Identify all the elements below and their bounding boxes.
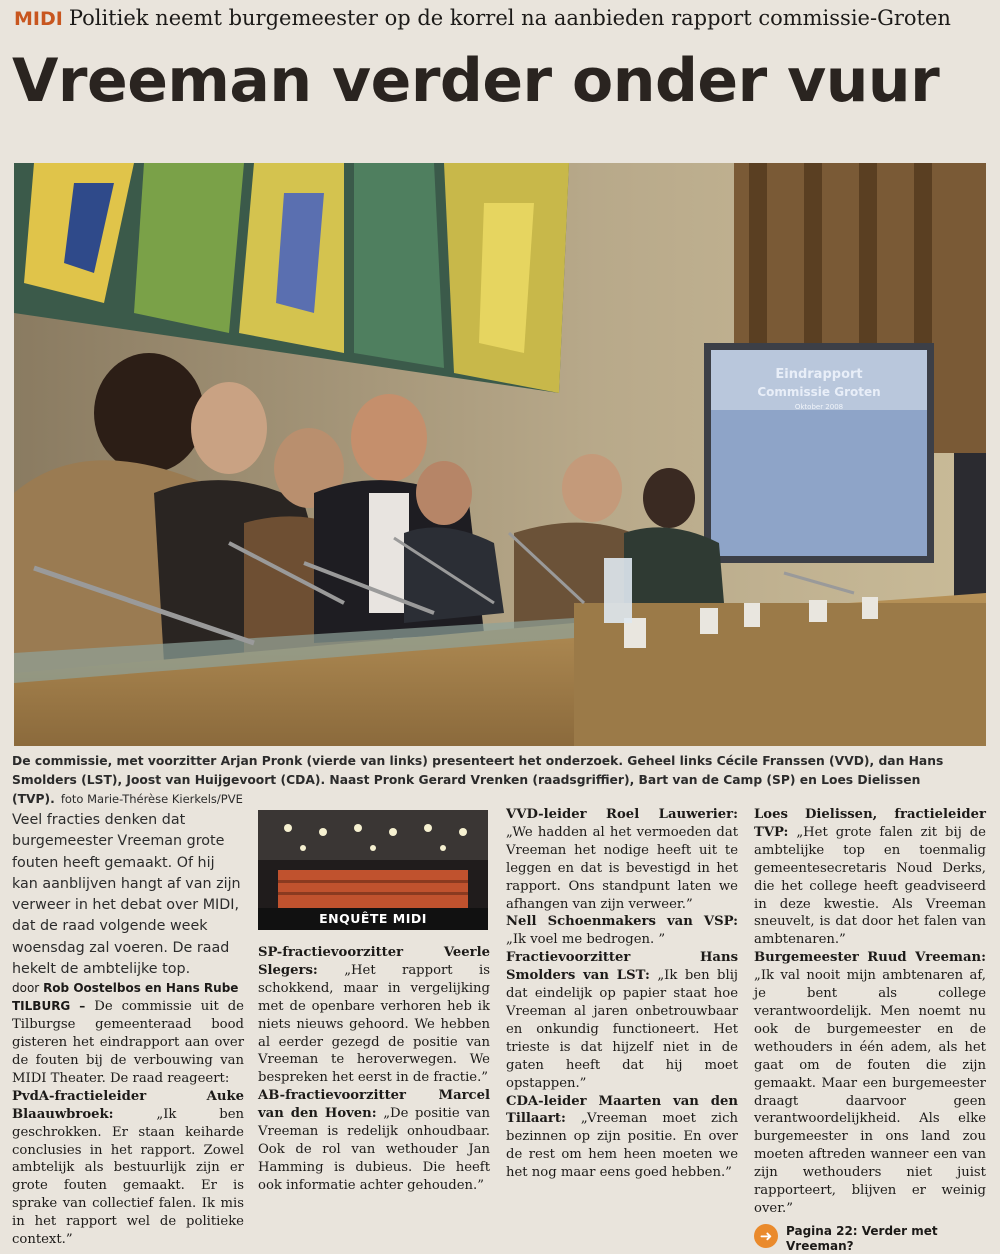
screen-title-2: Commissie Groten (757, 385, 881, 399)
main-photo (14, 163, 986, 746)
enquete-label: ENQUÊTE MIDI (258, 908, 488, 930)
enquete-midi-thumbnail[interactable] (258, 810, 488, 930)
quote-vreeman: „Ik val nooit mijn ambtenaren af, je bent als college verantwoordelijk. Men noemt nu ook de burgemeester en de wethouders in één adem, als het gaat om de fouten die zijn gemaakt. Maar een burgemeester draagt daarvoor geen verantwoordelijkheid. Als elke burgemeester in ons land zou moeten aftreden wanneer een van zijn wethouders niet juist rapporteert, blijven er weinig over.” (754, 968, 986, 1216)
photo-caption (12, 752, 988, 809)
quote-slegers: „Het rapport is schokkend, maar in vergelijking met de openbare verhoren heb ik niets nieuws gehoord. We hebben al eerder gezegd de positie van Vreeman te heroverwegen. We bespreken het eerst in de fractie.” (258, 962, 490, 1086)
quote-vandenhoven: „De positie van Vreeman is redelijk onhoudbaar. Ook de rol van wethouder Jan Hamming is dubieus. Die heeft ook informatie achter gehouden.” (258, 1106, 490, 1193)
article-intro: Veel fracties denken dat burgemeester Vreeman grote fouten heeft gemaakt. Of hij kan aanblijven hangt af van zijn verweer in het debat over MIDI, dat de raad volgende week woensdag zal voeren. De raad hekelt de ambtelijke top. (12, 812, 241, 978)
screen-date: Oktober 2008 (794, 403, 844, 411)
speaker-dielissen: Loes Dielissen, fractieleider TVP: (754, 807, 986, 840)
quote-lauwerier-block (506, 806, 738, 913)
screen-title-1: Eindrapport (775, 367, 863, 382)
speaker-slegers: SP-fractievoorzitter Veerle Slegers: (258, 945, 490, 978)
byline (12, 980, 244, 998)
headline: Vreeman verder onder vuur (12, 46, 940, 116)
speaker-lauwerier: VVD-leider Roel Lauwerier: (506, 807, 738, 822)
byline-authors: Rob Oostelbos en Hans Rube (43, 981, 239, 996)
dateline: TILBURG – (12, 999, 86, 1014)
quote-vandenhoven-block (258, 1087, 490, 1194)
quote-dielissen-block (754, 806, 986, 949)
caption-text: De commissie, met voorzitter Arjan Pronk (vierde van links) presenteert het onderzoek. Geheel links Cécile Franssen (VVD), dan Hans Smolders (LST), Joost van Huijgevoort (CDA). Naast Pronk Gerard Vrenken (raadsgriffier), Bart van de Camp (SP) en Loes Dielissen (TVP). (12, 754, 944, 806)
quote-smolders-block (506, 949, 738, 1092)
article-column-2 (258, 810, 490, 1195)
quote-vandentillaart-block (506, 1093, 738, 1183)
continued-reference[interactable] (754, 1224, 986, 1254)
speaker-vandenhoven: AB-fractievoorzitter Marcel van den Hoven: (258, 1088, 490, 1122)
quote-schoenmakers: „Ik voel me bedrogen. ” (506, 932, 666, 948)
byline-prefix: door (12, 981, 40, 996)
quote-vandentillaart: „Vreeman moet zich bezinnen op zijn positie. En over de rest om hem heen moeten we het nog maar eens goed hebben.” (506, 1111, 738, 1181)
kicker-text: Politiek neemt burgemeester op de korrel na aanbieden rapport commissie-Groten (68, 6, 951, 30)
arrow-right-icon: ➜ (754, 1224, 778, 1248)
photo-credit: foto Marie-Thérèse Kierkels/PVE (60, 792, 243, 806)
quote-smolders: „Ik ben blij dat eindelijk op papier staat hoe Vreeman al jaren onbetrouwbaar en onkundig functioneert. Het trieste is dat hijzelf niet in de gaten heeft dat hij moet opstappen.” (506, 968, 738, 1091)
section-tag: MIDI (14, 8, 63, 30)
kicker (14, 6, 951, 30)
speaker-blaauwbroek: PvdA-fractieleider Auke Blaauwbroek: (12, 1088, 244, 1122)
quote-lauwerier: „We hadden al het vermoeden dat Vreeman het nodige heeft uit te leggen en dat is bevestigd in het rapport. Ons standpunt laten we afhangen van zijn verweer.” (506, 824, 738, 912)
speaker-smolders: Fractievoorzitter Hans Smolders van LST: (506, 950, 738, 984)
article-lead (12, 998, 244, 1088)
article-column-4 (754, 806, 986, 1254)
speaker-schoenmakers: Nell Schoenmakers van VSP: (506, 914, 738, 930)
article-column-1 (12, 810, 244, 1249)
quote-schoenmakers-block (506, 913, 738, 949)
quote-vreeman-block (754, 949, 986, 1218)
article-column-3 (506, 806, 738, 1182)
speaker-vreeman: Burgemeester Ruud Vreeman: (754, 950, 986, 966)
quote-blaauwbroek-start (12, 1088, 244, 1249)
quote-dielissen: „Het grote falen zit bij de ambtelijke top en toenmalig gemeentesecretaris Noud Derks, die het college heeft geadviseerd in deze kwestie. Als Vreeman sneuvelt, is dat door het falen van ambtenaren.” (754, 824, 986, 948)
speaker-vandentillaart: CDA-leider Maarten van den Tillaart: (506, 1093, 738, 1127)
lead-text: De commissie uit de Tilburgse gemeenteraad bood gisteren het eindrapport aan over de fouten bij de verbouwing van MIDI Theater. De raad reageert: (12, 999, 244, 1086)
continued-text: Pagina 22: Verder met Vreeman? (786, 1223, 938, 1253)
quote-blaauwbroek: „Ik ben geschrokken. Er staan keiharde conclusies in het rapport. Zowel ambtelijk als bestuurlijk zijn er grote fouten gemaakt. Er is sprake van collectief falen. Ik mis in het rapport wel de politieke context.” (12, 1106, 244, 1248)
quote-slegers-block (258, 944, 490, 1087)
